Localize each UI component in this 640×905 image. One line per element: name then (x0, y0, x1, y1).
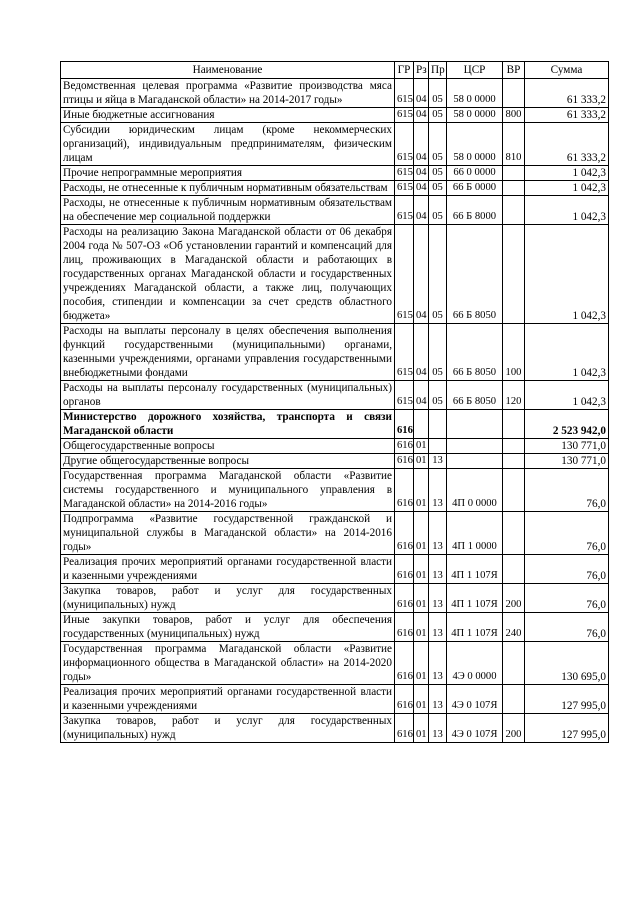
table-row (61, 410, 609, 439)
cell-sum: 1 042,3 (525, 166, 609, 181)
cell-vr (503, 642, 525, 685)
cell-vr (503, 225, 525, 324)
cell-rz: 04 (414, 225, 429, 324)
cell-csr: 4Э 0 0000 (447, 642, 503, 685)
cell-csr: 4П 1 0000 (447, 512, 503, 555)
cell-pr: 13 (429, 685, 447, 714)
cell-sum: 1 042,3 (525, 225, 609, 324)
cell-gr: 615 (395, 181, 414, 196)
cell-name: Общегосударственные вопросы (61, 439, 395, 454)
cell-vr: 800 (503, 108, 525, 123)
table-row (61, 324, 609, 381)
cell-csr: 66 Б 0000 (447, 181, 503, 196)
cell-name: Расходы, не отнесенные к публичным нормативным обязательствам (61, 181, 395, 196)
cell-sum: 130 771,0 (525, 439, 609, 454)
cell-rz: 04 (414, 324, 429, 381)
table-row (61, 454, 609, 469)
cell-sum: 1 042,3 (525, 196, 609, 225)
cell-csr: 4П 1 107Я (447, 555, 503, 584)
cell-csr: 66 Б 8050 (447, 324, 503, 381)
cell-csr: 4Э 0 107Я (447, 714, 503, 743)
cell-pr (429, 410, 447, 439)
cell-rz: 04 (414, 181, 429, 196)
cell-rz: 01 (414, 454, 429, 469)
cell-pr (429, 439, 447, 454)
cell-csr: 4П 1 107Я (447, 584, 503, 613)
cell-vr: 200 (503, 714, 525, 743)
cell-sum: 76,0 (525, 613, 609, 642)
cell-pr: 13 (429, 454, 447, 469)
cell-sum: 1 042,3 (525, 181, 609, 196)
cell-gr: 616 (395, 613, 414, 642)
cell-name: Иные бюджетные ассигнования (61, 108, 395, 123)
cell-csr: 66 0 0000 (447, 166, 503, 181)
cell-sum: 127 995,0 (525, 714, 609, 743)
table-row (61, 512, 609, 555)
cell-rz: 01 (414, 469, 429, 512)
budget-table (60, 61, 609, 743)
cell-gr: 616 (395, 642, 414, 685)
table-row (61, 613, 609, 642)
cell-gr: 616 (395, 469, 414, 512)
cell-sum: 76,0 (525, 555, 609, 584)
cell-pr: 05 (429, 181, 447, 196)
cell-sum: 1 042,3 (525, 324, 609, 381)
cell-csr (447, 439, 503, 454)
cell-name: Закупка товаров, работ и услуг для государственных (муниципальных) нужд (61, 584, 395, 613)
table-row (61, 79, 609, 108)
cell-rz: 01 (414, 685, 429, 714)
cell-rz: 04 (414, 381, 429, 410)
cell-vr (503, 439, 525, 454)
cell-name: Иные закупки товаров, работ и услуг для обеспечения государственных (муниципальных) нужд (61, 613, 395, 642)
cell-vr (503, 685, 525, 714)
header-rz: Рз (414, 62, 429, 79)
table-row (61, 123, 609, 166)
cell-gr: 616 (395, 555, 414, 584)
table-row (61, 181, 609, 196)
header-gr: ГР (395, 62, 414, 79)
cell-csr: 58 0 0000 (447, 108, 503, 123)
cell-vr (503, 79, 525, 108)
table-row (61, 196, 609, 225)
cell-gr: 615 (395, 79, 414, 108)
cell-sum: 61 333,2 (525, 108, 609, 123)
cell-vr (503, 410, 525, 439)
cell-gr: 615 (395, 166, 414, 181)
cell-gr: 616 (395, 512, 414, 555)
cell-name: Расходы на выплаты персоналу государственных (муниципальных) органов (61, 381, 395, 410)
cell-pr: 05 (429, 79, 447, 108)
cell-name: Расходы на реализацию Закона Магаданской области от 06 декабря 2004 года № 507-ОЗ «Об установлении гарантий и компенсаций для лиц, проживающих в Магаданской области и работающих в государственных органах Магаданской области и государственных учреждениях Магаданской области, а также лиц, получающих пособия, стипендии и компенсации за счет средств областного бюджета» (61, 225, 395, 324)
cell-csr: 66 Б 8000 (447, 196, 503, 225)
cell-pr: 13 (429, 584, 447, 613)
cell-sum: 61 333,2 (525, 123, 609, 166)
cell-rz: 01 (414, 613, 429, 642)
header-vr: ВР (503, 62, 525, 79)
cell-gr: 615 (395, 381, 414, 410)
cell-vr: 200 (503, 584, 525, 613)
cell-vr (503, 196, 525, 225)
cell-vr: 240 (503, 613, 525, 642)
cell-rz (414, 410, 429, 439)
table-row (61, 714, 609, 743)
cell-sum: 130 771,0 (525, 454, 609, 469)
table-row (61, 469, 609, 512)
cell-vr (503, 181, 525, 196)
cell-pr: 13 (429, 714, 447, 743)
table-row (61, 225, 609, 324)
cell-rz: 01 (414, 439, 429, 454)
cell-pr: 13 (429, 642, 447, 685)
cell-pr: 05 (429, 166, 447, 181)
cell-csr (447, 410, 503, 439)
cell-pr: 05 (429, 381, 447, 410)
cell-rz: 04 (414, 196, 429, 225)
cell-gr: 616 (395, 685, 414, 714)
cell-sum: 2 523 942,0 (525, 410, 609, 439)
cell-vr: 120 (503, 381, 525, 410)
cell-pr: 05 (429, 196, 447, 225)
cell-vr (503, 454, 525, 469)
cell-pr: 05 (429, 225, 447, 324)
table-header-row (61, 62, 609, 79)
cell-csr: 4Э 0 107Я (447, 685, 503, 714)
cell-sum: 1 042,3 (525, 381, 609, 410)
cell-name: Государственная программа Магаданской области «Развитие системы государственного и муниципального управления в Магаданской области» на 2014-2016 годы» (61, 469, 395, 512)
cell-pr: 13 (429, 613, 447, 642)
table-row (61, 642, 609, 685)
cell-pr: 13 (429, 555, 447, 584)
cell-rz: 01 (414, 642, 429, 685)
cell-rz: 01 (414, 512, 429, 555)
cell-csr: 66 Б 8050 (447, 381, 503, 410)
cell-name: Ведомственная целевая программа «Развитие производства мяса птицы и яйца в Магаданской области» на 2014-2017 годы» (61, 79, 395, 108)
cell-name: Министерство дорожного хозяйства, транспорта и связи Магаданской области (61, 410, 395, 439)
cell-vr (503, 512, 525, 555)
cell-name: Расходы, не отнесенные к публичным нормативным обязательствам на обеспечение мер социальной поддержки (61, 196, 395, 225)
cell-rz: 04 (414, 108, 429, 123)
cell-sum: 130 695,0 (525, 642, 609, 685)
cell-gr: 615 (395, 324, 414, 381)
cell-vr (503, 166, 525, 181)
cell-rz: 04 (414, 123, 429, 166)
cell-pr: 13 (429, 469, 447, 512)
cell-gr: 616 (395, 714, 414, 743)
cell-gr: 616 (395, 439, 414, 454)
cell-csr: 66 Б 8050 (447, 225, 503, 324)
cell-name: Реализация прочих мероприятий органами государственной власти и казенными учреждениями (61, 685, 395, 714)
cell-pr: 05 (429, 108, 447, 123)
header-sum: Сумма (525, 62, 609, 79)
cell-csr: 4П 0 0000 (447, 469, 503, 512)
cell-csr: 58 0 0000 (447, 79, 503, 108)
table-row (61, 166, 609, 181)
cell-gr: 616 (395, 410, 414, 439)
table-row (61, 584, 609, 613)
cell-vr (503, 555, 525, 584)
table-row (61, 108, 609, 123)
cell-name: Прочие непрограммные мероприятия (61, 166, 395, 181)
cell-sum: 76,0 (525, 512, 609, 555)
cell-gr: 616 (395, 584, 414, 613)
cell-gr: 616 (395, 454, 414, 469)
cell-rz: 04 (414, 79, 429, 108)
header-pr: Пр (429, 62, 447, 79)
table-row (61, 439, 609, 454)
table-row (61, 685, 609, 714)
cell-gr: 615 (395, 123, 414, 166)
cell-name: Подпрограмма «Развитие государственной гражданской и муниципальной службы в Магаданской области» на 2014-2016 годы» (61, 512, 395, 555)
cell-rz: 01 (414, 714, 429, 743)
table-row (61, 555, 609, 584)
cell-pr: 05 (429, 324, 447, 381)
cell-name: Закупка товаров, работ и услуг для государственных (муниципальных) нужд (61, 714, 395, 743)
cell-name: Государственная программа Магаданской области «Развитие информационного общества в Магаданской области» на 2014-2020 годы» (61, 642, 395, 685)
table-row (61, 381, 609, 410)
cell-csr (447, 454, 503, 469)
cell-name: Расходы на выплаты персоналу в целях обеспечения выполнения функций государственными (муниципальными) органами, казенными учреждениями, органами управления государственными внебюджетными фондами (61, 324, 395, 381)
cell-name: Реализация прочих мероприятий органами государственной власти и казенными учреждениями (61, 555, 395, 584)
cell-gr: 615 (395, 196, 414, 225)
cell-rz: 01 (414, 555, 429, 584)
cell-name: Субсидии юридическим лицам (кроме некоммерческих организаций), индивидуальным предпринимателям, физическим лицам (61, 123, 395, 166)
cell-vr: 100 (503, 324, 525, 381)
cell-sum: 127 995,0 (525, 685, 609, 714)
header-name: Наименование (61, 62, 395, 79)
cell-rz: 01 (414, 584, 429, 613)
cell-pr: 05 (429, 123, 447, 166)
cell-gr: 615 (395, 225, 414, 324)
cell-name: Другие общегосударственные вопросы (61, 454, 395, 469)
cell-vr (503, 469, 525, 512)
cell-sum: 76,0 (525, 469, 609, 512)
cell-csr: 4П 1 107Я (447, 613, 503, 642)
cell-csr: 58 0 0000 (447, 123, 503, 166)
cell-sum: 61 333,2 (525, 79, 609, 108)
cell-rz: 04 (414, 166, 429, 181)
cell-vr: 810 (503, 123, 525, 166)
header-csr: ЦСР (447, 62, 503, 79)
cell-pr: 13 (429, 512, 447, 555)
cell-gr: 615 (395, 108, 414, 123)
cell-sum: 76,0 (525, 584, 609, 613)
